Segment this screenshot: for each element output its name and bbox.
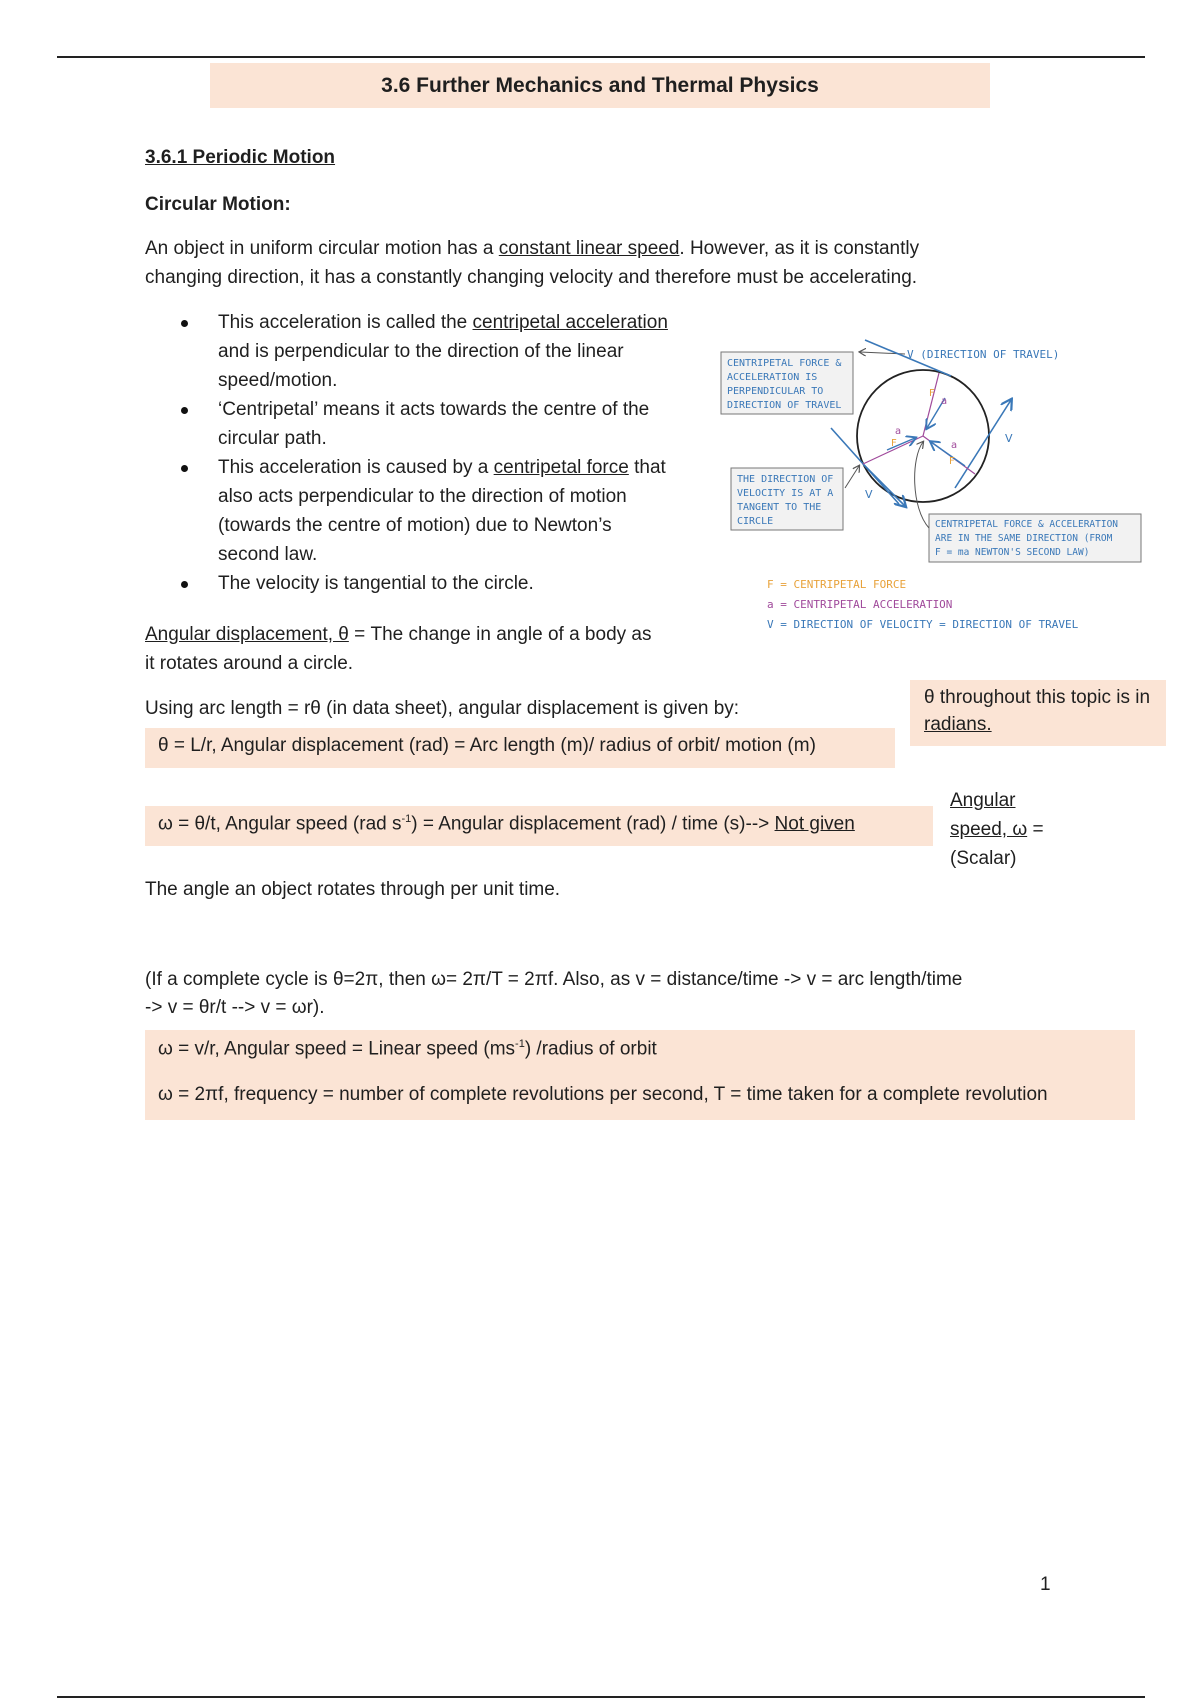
box3-line: ARE IN THE SAME DIRECTION (FROM (935, 533, 1113, 544)
angular-displacement-text: it rotates around a circle. (145, 653, 354, 674)
equation-text: ω = θ/t, Angular speed (rad s (158, 813, 402, 835)
angular-displacement-term: Angular displacement, θ (145, 624, 349, 645)
bullet-list (178, 308, 678, 598)
velocity-arrow (955, 400, 1011, 488)
bullet-dot (181, 581, 188, 588)
page-title: 3.6 Further Mechanics and Thermal Physics (210, 63, 990, 108)
superscript: -1 (401, 813, 412, 825)
box2-line: VELOCITY IS AT A (737, 488, 834, 499)
box1-line: PERPENDICULAR TO (727, 386, 824, 397)
equation-angular-displacement: θ = L/r, Angular displacement (rad) = Arc length (m)/ radius of orbit/ motion (m) (158, 735, 816, 756)
bullet-text: that also acts perpendicular to the direction of motion (towards the centre of motion) due to Newton’s second law. (218, 457, 666, 565)
box1-line: CENTRIPETAL FORCE & (727, 358, 842, 369)
box1-line: DIRECTION OF TRAVEL (727, 400, 842, 411)
pointer-line (915, 442, 929, 528)
superscript: -1 (515, 1038, 525, 1050)
bullet-text: This acceleration is caused by a (218, 457, 494, 478)
intro-paragraph (145, 234, 1045, 292)
radians-note-text: radians. (924, 714, 992, 735)
list-item (178, 569, 678, 598)
intro-constant-linear-speed: constant linear speed (498, 238, 680, 259)
equation-text: ω = v/r, Angular speed = Linear speed (ms (158, 1038, 516, 1060)
top-direction-label: V (DIRECTION OF TRAVEL) (907, 348, 1060, 361)
radius-line (923, 373, 939, 436)
force-label: F (891, 438, 897, 449)
legend-velocity: V = DIRECTION OF VELOCITY = DIRECTION OF TRAVEL (767, 618, 1079, 631)
angular-displacement-definition (145, 620, 705, 678)
box2-line: THE DIRECTION OF (737, 474, 834, 485)
accel-label: a (941, 396, 948, 407)
subheading-circular-motion: Circular Motion: (145, 194, 291, 215)
bullet-text: The velocity is tangential to the circle. (218, 573, 534, 594)
box1-line: ACCELERATION IS (727, 372, 818, 383)
bullet-underlined-term: centripetal force (493, 457, 629, 478)
equation-text: ) = Angular displacement (rad) / time (s)--> (411, 813, 775, 835)
cycle-text: (If a complete cycle is θ=2π, then ω= 2π/T = 2πf. Also, as v = distance/time -> v = arc length/time (145, 969, 963, 990)
radians-note (924, 684, 1164, 738)
force-label: F (929, 388, 935, 399)
angular-speed-side-note (950, 786, 1044, 873)
box2-line: CIRCLE (737, 516, 774, 527)
side-note-text: (Scalar) (950, 848, 1017, 869)
intro-text-b: . However, as it is constantly (679, 238, 920, 259)
equation-v-over-r (158, 1038, 657, 1060)
side-note-text: Angular (950, 790, 1016, 811)
box3-line: F = ma NEWTON'S SECOND LAW) (935, 547, 1090, 558)
accel-label: a (895, 426, 902, 437)
equation-angular-speed (158, 813, 855, 835)
intro-text-a: An object in uniform circular motion has a (145, 238, 499, 259)
bullet-underlined-term: centripetal acceleration (472, 312, 668, 333)
bullet-text: ‘Centripetal’ means it acts towards the centre of the circular path. (218, 399, 650, 449)
side-note-text: = (1027, 819, 1044, 840)
force-arrow (931, 442, 965, 466)
legend-force: F = CENTRIPETAL FORCE (767, 578, 907, 591)
angular-displacement-text: = The change in angle of a body as (348, 624, 652, 645)
velocity-label: V (865, 488, 873, 501)
section-heading: 3.6.1 Periodic Motion (145, 147, 336, 168)
accel-label: a (951, 440, 958, 451)
bullet-text: and is perpendicular to the direction of the linear speed/motion. (218, 341, 624, 391)
list-item (178, 308, 678, 395)
top-rule (57, 56, 1145, 58)
list-item (178, 453, 678, 569)
cycle-text: -> v = θr/t --> v = ωr). (145, 997, 325, 1018)
force-label: F (949, 456, 955, 467)
legend-acceleration: a = CENTRIPETAL ACCELERATION (767, 598, 953, 611)
cycle-explanation (145, 966, 1065, 1022)
bullet-text: This acceleration is called the (218, 312, 473, 333)
bottom-rule (57, 1696, 1145, 1698)
velocity-label: V (1005, 432, 1013, 445)
circular-motion-diagram (715, 338, 1145, 638)
side-note-text: speed, ω (950, 819, 1028, 840)
equation-2-pi-f: ω = 2πf, frequency = number of complete revolutions per second, T = time taken for a complete revolution (158, 1084, 1048, 1105)
angle-per-time-text: The angle an object rotates through per unit time. (145, 879, 561, 900)
page-number: 1 (1040, 1574, 1051, 1595)
radians-note-text: θ throughout this topic is in (924, 687, 1151, 708)
bullet-dot (181, 465, 188, 472)
intro-text-c: changing direction, it has a constantly changing velocity and therefore must be accelerating. (145, 267, 918, 288)
box3-line: CENTRIPETAL FORCE & ACCELERATION (935, 519, 1119, 530)
bullet-dot (181, 407, 188, 414)
equation-text: ) /radius of orbit (524, 1038, 657, 1060)
box2-line: TANGENT TO THE (737, 502, 822, 513)
bullet-dot (181, 320, 188, 327)
arc-length-text: Using arc length = rθ (in data sheet), angular displacement is given by: (145, 698, 740, 719)
list-item (178, 395, 678, 453)
pointer-line (845, 466, 859, 488)
not-given-label: Not given (774, 813, 855, 835)
